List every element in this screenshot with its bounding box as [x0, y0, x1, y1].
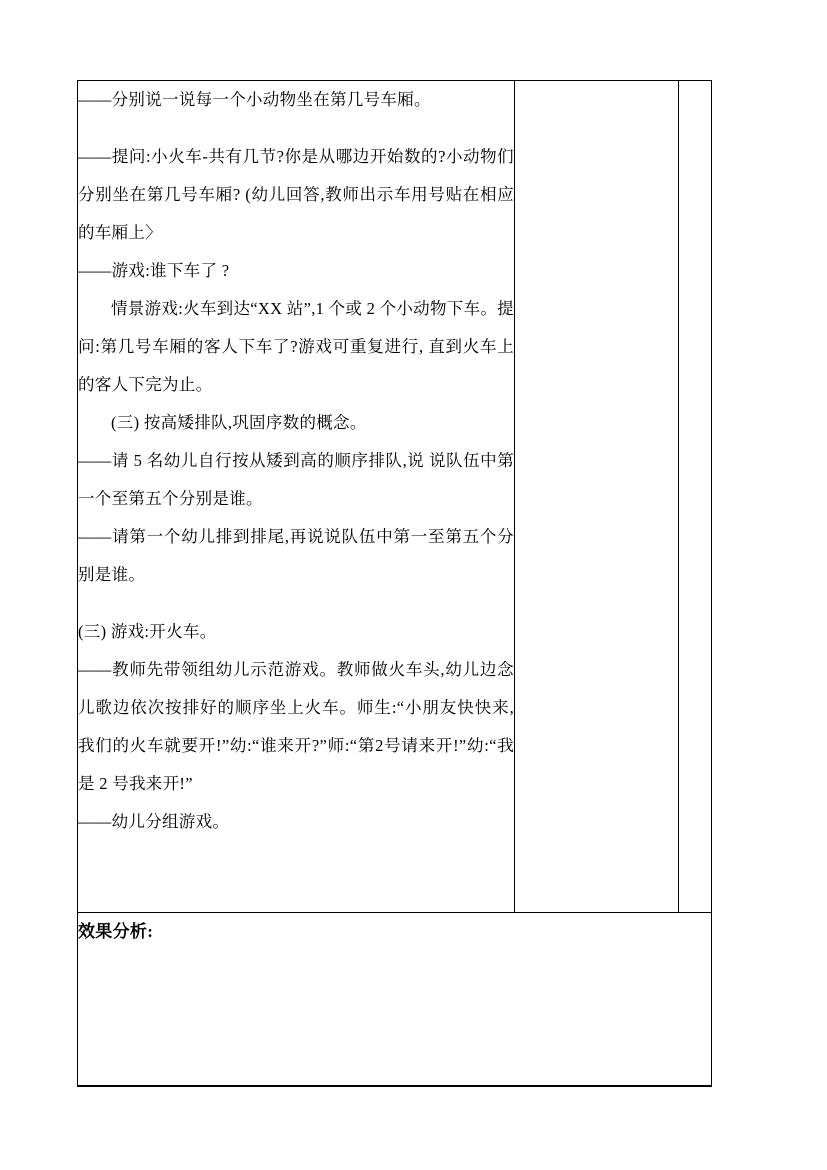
- effect-analysis-label: 效果分析:: [78, 922, 154, 941]
- effect-analysis-cell: [78, 913, 712, 1086]
- paragraph: ——请第一个幼儿排到排尾,再说说队伍中第一至第五个分别是谁。: [78, 527, 514, 584]
- paragraph: (三) 按高矮排队,巩固序数的概念。: [111, 413, 367, 432]
- paragraph: ——教师先带领组幼儿示范游戏。教师做火车头,幼儿边念儿歌边依次按排好的顺序坐上火车。师生:“小朋友快快来,我们的火车就要开!”幼:“谁来开?”师:“第2号请来开!”幼:“我是 2 号我来开!”: [78, 660, 514, 793]
- paragraph-spacer: [78, 594, 514, 613]
- paragraph: ——提问:小火车-共有几节?你是从哪边开始数的?小动物们分别坐在第几号车厢? (幼儿回答,教师出示车用号贴在相应的车厢上〉: [78, 147, 514, 242]
- margin-column-cell: [679, 81, 712, 913]
- paragraph: ——请 5 名幼儿自行按从矮到高的顺序排队,说 说队伍中第一个至第五个分别是谁。: [78, 451, 514, 508]
- paragraph: ——幼儿分组游戏。: [78, 812, 230, 831]
- lesson-content: [78, 81, 514, 841]
- lesson-plan-table: [77, 80, 712, 1087]
- notes-column-cell: [515, 81, 679, 913]
- paragraph: (三) 游戏:开火车。: [78, 622, 217, 641]
- table-row: [78, 81, 712, 913]
- paragraph: ——分别说一说每一个小动物坐在第几号车厢。: [78, 90, 431, 109]
- activity-process-cell: [78, 81, 515, 913]
- paragraph-spacer: [78, 119, 514, 138]
- paragraph: 情景游戏:火车到达“XX 站”,1 个或 2 个小动物下车。提问:第几号车厢的客人下车了?游戏可重复进行, 直到火车上的客人下完为止。: [78, 299, 514, 394]
- table-row: [78, 913, 712, 1086]
- paragraph: ——游戏:谁下车了 ?: [78, 261, 230, 280]
